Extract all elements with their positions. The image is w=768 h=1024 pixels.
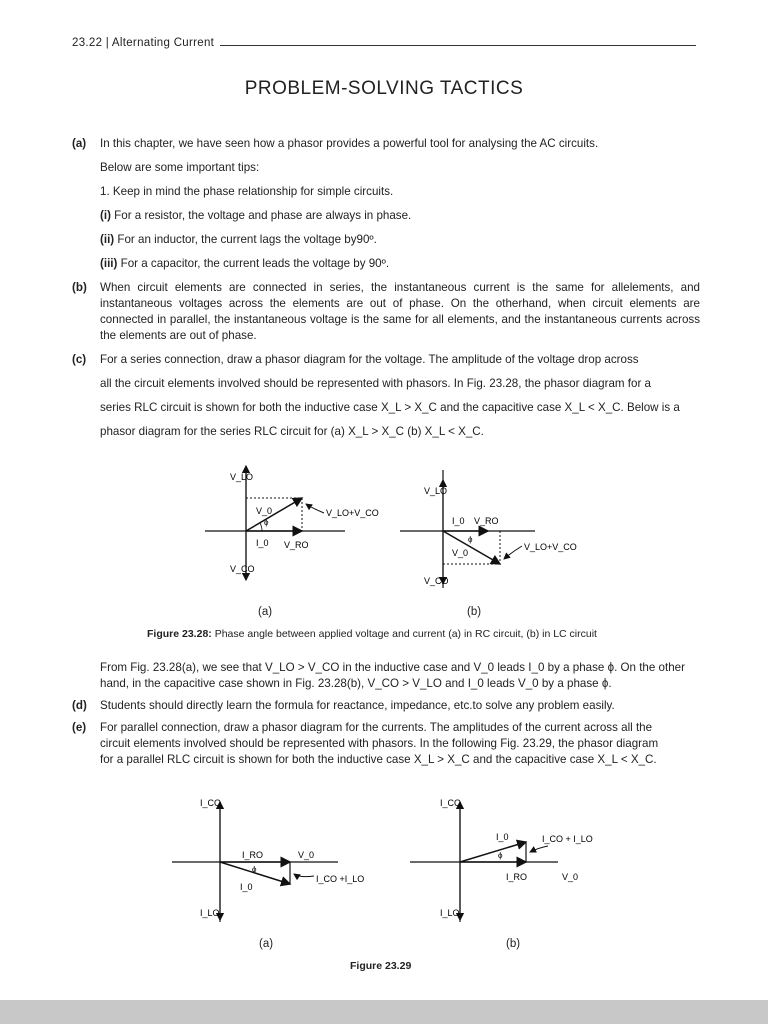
item-label: (d) <box>72 699 87 712</box>
para-line: hand, in the capacitive case shown in Fig. 23.28(b), V_CO > V_LO and I_0 leads V_0 by a phase ϕ. <box>100 677 612 690</box>
item-b <box>72 280 700 344</box>
body-text-2 <box>72 660 700 772</box>
label-phi: ϕ <box>252 865 257 874</box>
section-title: PROBLEM-SOLVING TACTICS <box>244 78 524 99</box>
item-label: (b) <box>72 281 87 294</box>
label-v0: V_0 <box>452 548 469 558</box>
item-c-line: For a series connection, draw a phasor diagram for the voltage. The amplitude of the voltage drop across <box>100 353 639 366</box>
label-v0: V_0 <box>256 506 273 516</box>
para-line: From Fig. 23.28(a), we see that V_LO > V_CO in the inductive case and V_0 leads I_0 by a phase ϕ. On the other <box>100 661 685 674</box>
pointer-arrow <box>306 504 324 513</box>
label-i0: I_0 <box>240 882 253 892</box>
label-sum: I_CO +I_LO <box>316 874 365 884</box>
label-ilo: I_LO <box>440 908 460 918</box>
fig29-label-a: (a) <box>259 938 274 950</box>
para-after-fig28 <box>72 660 700 692</box>
pointer-arrow <box>530 846 548 852</box>
label-vro: V_RO <box>474 516 499 526</box>
label-phi: ϕ <box>498 851 503 860</box>
item-a <box>72 136 700 272</box>
pointer-arrow <box>504 546 522 559</box>
label-sum: I_CO + I_LO <box>542 834 593 844</box>
fig28-caption: Figure 23.28: Phase angle between applied voltage and current (a) in RC circuit, (b) in LC circuit <box>147 628 597 640</box>
item-b-text: When circuit elements are connected in series, the instantaneous current is the same for allelements, and instantaneous voltages across the elements are out of phase. On the otherhand, when circuit elements are connected in parallel, the instantaneous voltage is the same for all elements, and the instantaneous currents across the elements are out of phase. <box>100 281 700 342</box>
fig28-label-b: (b) <box>467 606 482 618</box>
item-c-line: all the circuit elements involved should be represented with phasors. In Fig. 23.28, the phasor diagram for a <box>100 377 652 390</box>
label-sum: V_LO+V_CO <box>326 508 379 518</box>
label-iro: I_RO <box>506 872 528 882</box>
item-a-line: 1. Keep in mind the phase relationship for simple circuits. <box>100 185 394 198</box>
item-label: (e) <box>72 721 87 734</box>
item-e-line: circuit elements involved should be represented with phasors. In the following Fig. 23.29, the phasor diagram <box>100 737 659 750</box>
tip-inductor: (ii) For an inductor, the current lags the voltage by90º. <box>100 233 377 246</box>
item-c-line: phasor diagram for the series RLC circuit for (a) X_L > X_C (b) X_L < X_C. <box>100 425 484 438</box>
phasor-diagram-b <box>410 798 593 922</box>
item-e-line: For parallel connection, draw a phasor diagram for the currents. The amplitudes of the current across all the <box>100 721 653 734</box>
running-header <box>72 37 696 53</box>
label-phi: ϕ <box>264 518 269 527</box>
label-i0: I_0 <box>256 538 269 548</box>
label-ico: I_CO <box>200 798 222 808</box>
item-e <box>72 720 700 768</box>
phi-arc <box>260 523 262 531</box>
label-sum: V_LO+V_CO <box>524 542 577 552</box>
label-vlo: V_LO <box>424 486 448 496</box>
figure-23-28 <box>190 458 610 618</box>
label-i0: I_0 <box>496 832 509 842</box>
pointer-arrow <box>294 874 314 877</box>
label-v0: V_0 <box>562 872 579 882</box>
label-ilo: I_LO <box>200 908 220 918</box>
footer-band <box>0 1000 768 1024</box>
item-a-line: Below are some important tips: <box>100 161 260 174</box>
arrow-i0 <box>460 842 526 862</box>
item-label: (c) <box>72 353 87 366</box>
item-c <box>72 352 700 440</box>
phasor-diagram-b <box>400 470 577 588</box>
figure-23-29 <box>160 782 600 932</box>
label-i0: I_0 <box>452 516 465 526</box>
label-phi: ϕ <box>468 535 473 544</box>
phasor-diagram-a <box>172 798 364 922</box>
item-d-text: Students should directly learn the formula for reactance, impedance, etc.to solve any problem easily. <box>100 699 615 712</box>
label-vco: V_CO <box>424 576 449 586</box>
item-c-line: series RLC circuit is shown for both the inductive case X_L > X_C and the capacitive case X_L < X_C. Below is a <box>100 401 680 414</box>
fig28-label-a: (a) <box>258 606 273 618</box>
label-ico: I_CO <box>440 798 462 808</box>
label-iro: I_RO <box>242 850 264 860</box>
fig29-caption: Figure 23.29 <box>350 960 412 972</box>
item-a-line: In this chapter, we have seen how a phasor provides a powerful tool for analysing the AC circuits. <box>100 137 599 150</box>
label-vco: V_CO <box>230 564 255 574</box>
item-e-line: for a parallel RLC circuit is shown for both the inductive case X_L > X_C and the capacitive case X_L < X_C. <box>100 753 657 766</box>
arrow-v0 <box>246 498 302 531</box>
body-text <box>72 136 700 448</box>
header-page-ref: 23.22 | Alternating Current <box>72 37 220 49</box>
item-d <box>72 698 700 714</box>
item-label: (a) <box>72 137 87 150</box>
label-vlo: V_LO <box>230 472 254 482</box>
label-vro: V_RO <box>284 540 309 550</box>
tip-capacitor: (iii) For a capacitor, the current leads the voltage by 90º. <box>100 257 390 270</box>
tip-resistor: (i) For a resistor, the voltage and phase are always in phase. <box>100 209 412 222</box>
fig29-label-b: (b) <box>506 938 521 950</box>
phasor-diagram-a <box>205 466 379 580</box>
label-v0: V_0 <box>298 850 315 860</box>
